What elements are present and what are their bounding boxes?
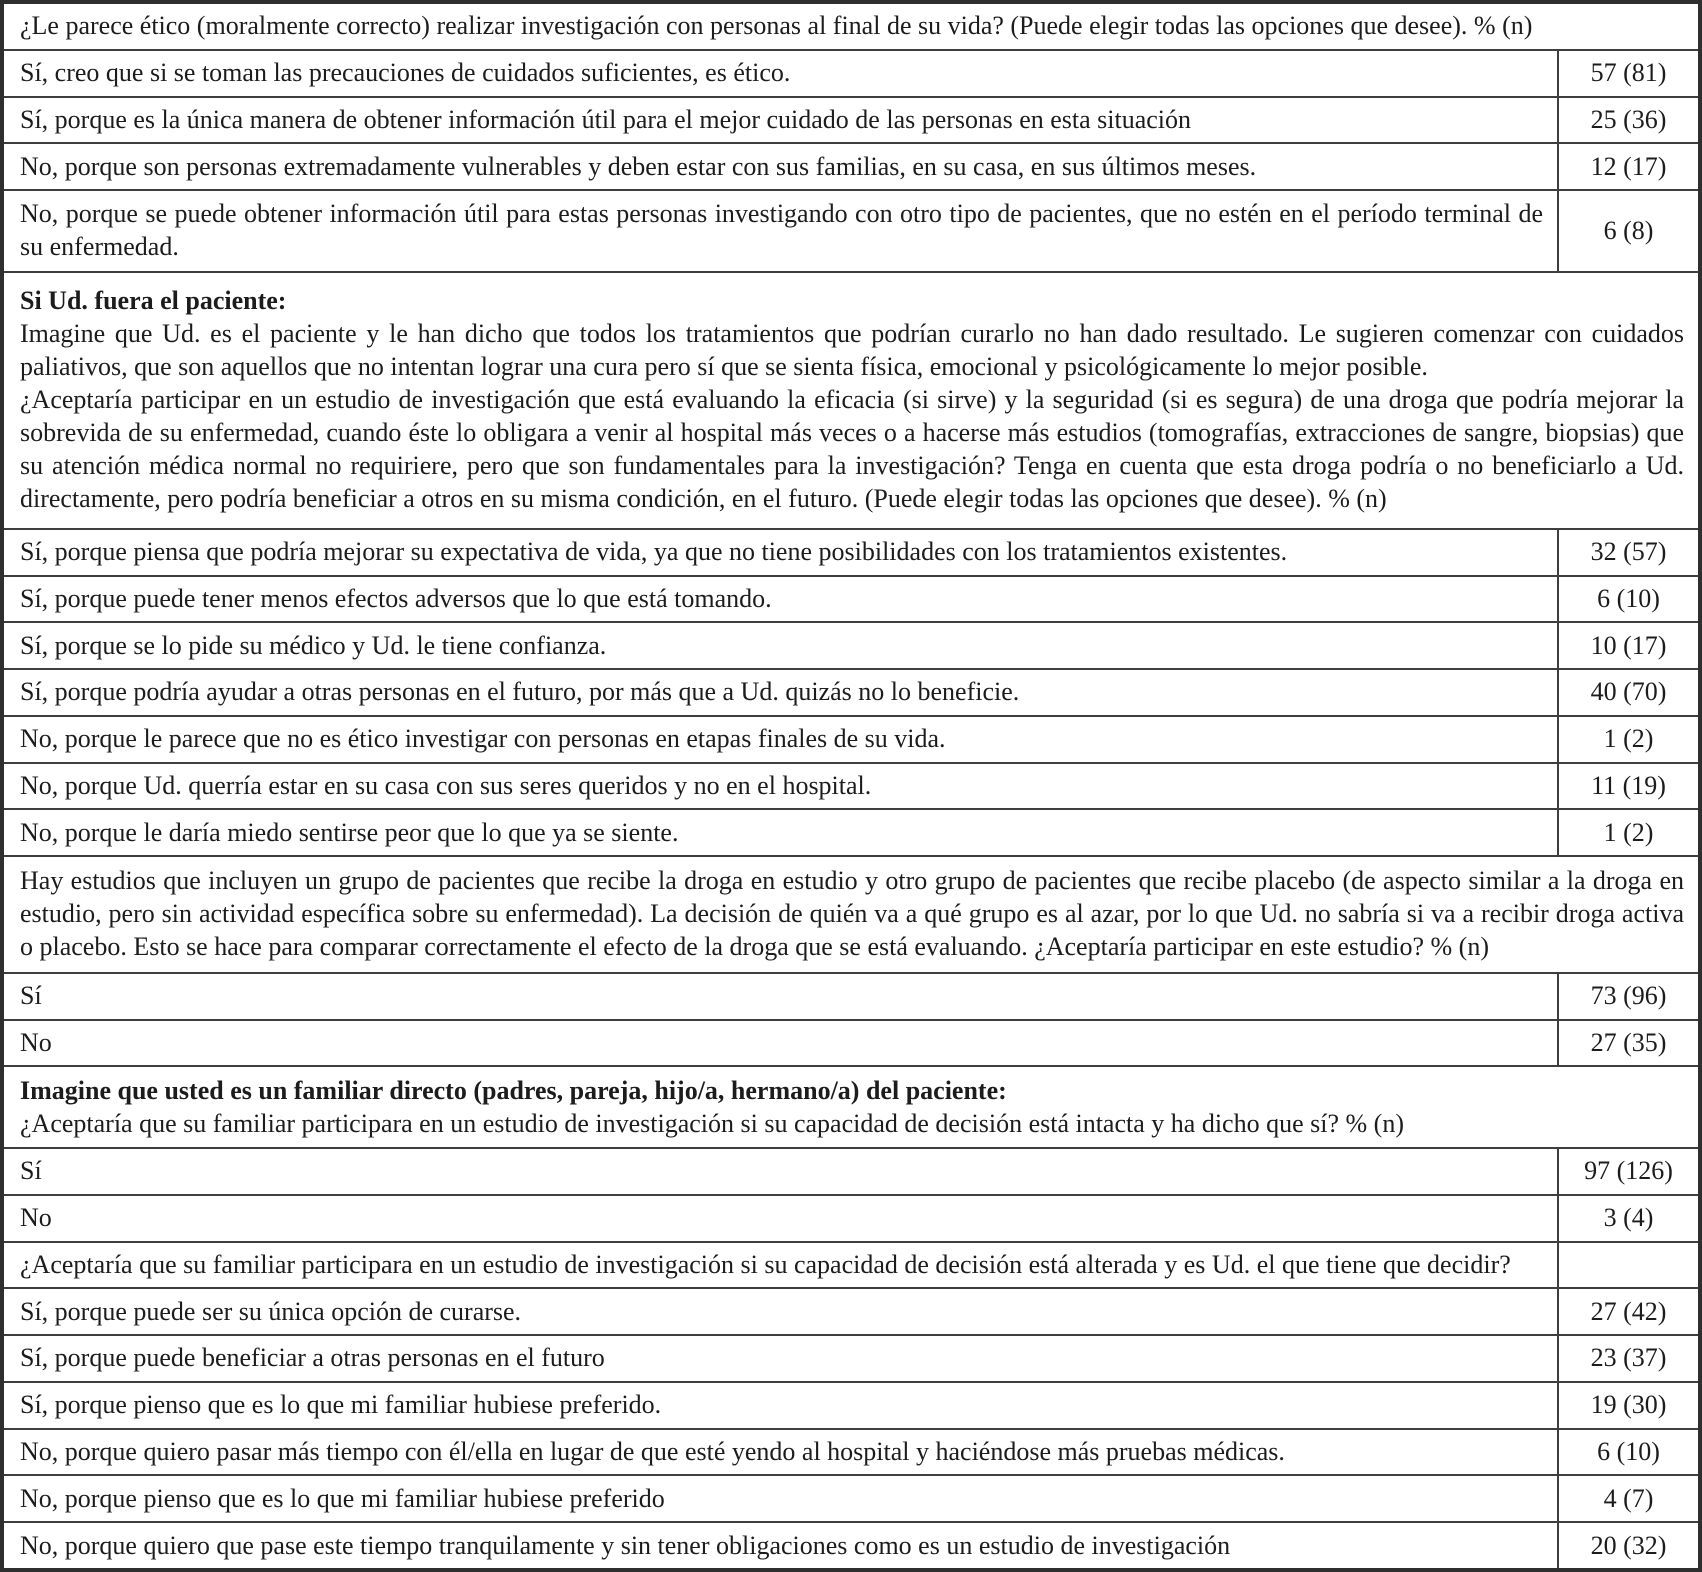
option-row	[2, 669, 1700, 716]
option-row	[2, 1288, 1700, 1335]
option-text-cell: No, porque son personas extremadamente vulnerables y deben estar con sus familias, en su casa, en sus últimos meses.	[2, 143, 1558, 190]
option-text-cell: Sí, porque se lo pide su médico y Ud. le tiene confianza.	[2, 622, 1558, 669]
option-text-cell: No	[2, 1195, 1558, 1242]
table-body	[2, 2, 1700, 1570]
option-row	[2, 190, 1700, 272]
statement-cell	[2, 272, 1700, 529]
option-text-cell: Sí, porque puede beneficiar a otras personas en el futuro	[2, 1335, 1558, 1382]
option-text-cell: Sí, porque podría ayudar a otras personas en el futuro, por más que a Ud. quizás no lo beneficie.	[2, 669, 1558, 716]
option-text-cell: Sí	[2, 973, 1558, 1020]
option-text-cell: No, porque se puede obtener información útil para estas personas investigando con otro tipo de pacientes, que no estén en el período terminal de su enfermedad.	[2, 190, 1558, 272]
option-text-cell: No	[2, 1020, 1558, 1067]
percent-n-value-cell: 3 (4)	[1558, 1195, 1700, 1242]
percent-n-value-cell: 20 (32)	[1558, 1522, 1700, 1570]
option-text-cell: Sí, porque es la única manera de obtener información útil para el mejor cuidado de las personas en esta situación	[2, 97, 1558, 144]
option-text-cell: No, porque quiero pasar más tiempo con él/ella en lugar de que esté yendo al hospital y haciéndose más pruebas médicas.	[2, 1429, 1558, 1476]
option-text-cell: Sí, porque puede ser su única opción de curarse.	[2, 1288, 1558, 1335]
option-row	[2, 716, 1700, 763]
percent-n-value-cell: 6 (10)	[1558, 576, 1700, 623]
option-row	[2, 1522, 1700, 1570]
section-title: Imagine que usted es un familiar directo (padres, pareja, hijo/a, hermano/a) del paciente:	[20, 1075, 1007, 1105]
percent-n-value-cell: 12 (17)	[1558, 143, 1700, 190]
percent-n-value-cell: 73 (96)	[1558, 973, 1700, 1020]
percent-n-value-cell: 23 (37)	[1558, 1335, 1700, 1382]
percent-n-value-cell: 11 (19)	[1558, 763, 1700, 810]
option-text-cell: Sí	[2, 1148, 1558, 1195]
percent-n-value-cell: 1 (2)	[1558, 716, 1700, 763]
option-row	[2, 1475, 1700, 1522]
percent-n-value-cell: 27 (35)	[1558, 1020, 1700, 1067]
option-row	[2, 1242, 1700, 1289]
option-row	[2, 1195, 1700, 1242]
statement-paragraph: ¿Aceptaría que su familiar participara en un estudio de investigación si su capacidad de decisión está intacta y ha dicho que sí? % (n)	[20, 1108, 1404, 1138]
option-row	[2, 1335, 1700, 1382]
percent-n-value-cell: 6 (10)	[1558, 1429, 1700, 1476]
statement-row	[2, 856, 1700, 973]
percent-n-value-cell: 19 (30)	[1558, 1382, 1700, 1429]
option-text-cell: No, porque Ud. querría estar en su casa con sus seres queridos y no en el hospital.	[2, 763, 1558, 810]
option-row	[2, 143, 1700, 190]
statement-row	[2, 272, 1700, 529]
option-text-cell: No, porque le parece que no es ético investigar con personas en etapas finales de su vida.	[2, 716, 1558, 763]
statement-row	[2, 1066, 1700, 1148]
option-row	[2, 1382, 1700, 1429]
percent-n-value-cell: 97 (126)	[1558, 1148, 1700, 1195]
percent-n-value-cell: 25 (36)	[1558, 97, 1700, 144]
percent-n-value-cell	[1558, 1242, 1700, 1289]
option-text-cell: No, porque pienso que es lo que mi familiar hubiese preferido	[2, 1475, 1558, 1522]
statement-cell	[2, 2, 1700, 50]
percent-n-value-cell: 1 (2)	[1558, 809, 1700, 856]
statement-paragraph: ¿Aceptaría participar en un estudio de investigación que está evaluando la eficacia (si sirve) y la seguridad (si es segura) de una droga que podría mejorar la sobrevida de su enfermedad, cuando éste lo obligara a venir al hospital más veces o a hacerse más estudios (tomografías, extracciones de sangre, biopsias) que su atención médica normal no requiriere, pero que son fundamentales para la investigación? Tenga en cuenta que esta droga podría o no beneficiarlo a Ud. directamente, pero podría beneficiar a otros en su misma condición, en el futuro. (Puede elegir todas las opciones que desee). % (n)	[20, 385, 1684, 514]
statement-row	[2, 2, 1700, 50]
percent-n-value-cell: 57 (81)	[1558, 50, 1700, 97]
option-row	[2, 1148, 1700, 1195]
statement-paragraph: ¿Le parece ético (moralmente correcto) realizar investigación con personas al final de su vida? (Puede elegir todas las opciones que desee). % (n)	[20, 11, 1533, 41]
option-row	[2, 809, 1700, 856]
percent-n-value-cell: 40 (70)	[1558, 669, 1700, 716]
option-text-cell: No, porque le daría miedo sentirse peor que lo que ya se siente.	[2, 809, 1558, 856]
option-row	[2, 763, 1700, 810]
option-row	[2, 1429, 1700, 1476]
section-title: Si Ud. fuera el paciente:	[20, 286, 287, 316]
option-text-cell: Sí, porque pienso que es lo que mi familiar hubiese preferido.	[2, 1382, 1558, 1429]
option-text-cell: Sí, porque puede tener menos efectos adversos que lo que está tomando.	[2, 576, 1558, 623]
percent-n-value-cell: 27 (42)	[1558, 1288, 1700, 1335]
option-row	[2, 973, 1700, 1020]
statement-cell	[2, 856, 1700, 973]
option-row	[2, 529, 1700, 576]
option-row	[2, 50, 1700, 97]
option-row	[2, 97, 1700, 144]
percent-n-value-cell: 10 (17)	[1558, 622, 1700, 669]
option-row	[2, 576, 1700, 623]
percent-n-value-cell: 32 (57)	[1558, 529, 1700, 576]
statement-paragraph: Imagine que Ud. es el paciente y le han dicho que todos los tratamientos que podrían curarlo no han dado resultado. Le sugieren comenzar con cuidados paliativos, que son aquellos que no intentan lograr una cura pero sí que se sienta física, emocional y psicológicamente lo mejor posible.	[20, 319, 1684, 382]
statement-paragraph: Hay estudios que incluyen un grupo de pacientes que recibe la droga en estudio y otro grupo de pacientes que recibe placebo (de aspecto similar a la droga en estudio, pero sin actividad específica sobre su enfermedad). La decisión de quién va a qué grupo es al azar, por lo que Ud. no sabría si va a recibir droga activa o placebo. Esto se hace para comparar correctamente el efecto de la droga que se está evaluando. ¿Aceptaría participar en este estudio? % (n)	[20, 866, 1684, 962]
option-text-cell: Sí, creo que si se toman las precauciones de cuidados suficientes, es ético.	[2, 50, 1558, 97]
option-text-cell: No, porque quiero que pase este tiempo tranquilamente y sin tener obligaciones como es un estudio de investigación	[2, 1522, 1558, 1570]
option-row	[2, 1020, 1700, 1067]
percent-n-value-cell: 4 (7)	[1558, 1475, 1700, 1522]
statement-cell	[2, 1066, 1700, 1148]
option-text-cell: ¿Aceptaría que su familiar participara en un estudio de investigación si su capacidad de decisión está alterada y es Ud. el que tiene que decidir?	[2, 1242, 1558, 1289]
percent-n-value-cell: 6 (8)	[1558, 190, 1700, 272]
option-row	[2, 622, 1700, 669]
option-text-cell: Sí, porque piensa que podría mejorar su expectativa de vida, ya que no tiene posibilidades con los tratamientos existentes.	[2, 529, 1558, 576]
